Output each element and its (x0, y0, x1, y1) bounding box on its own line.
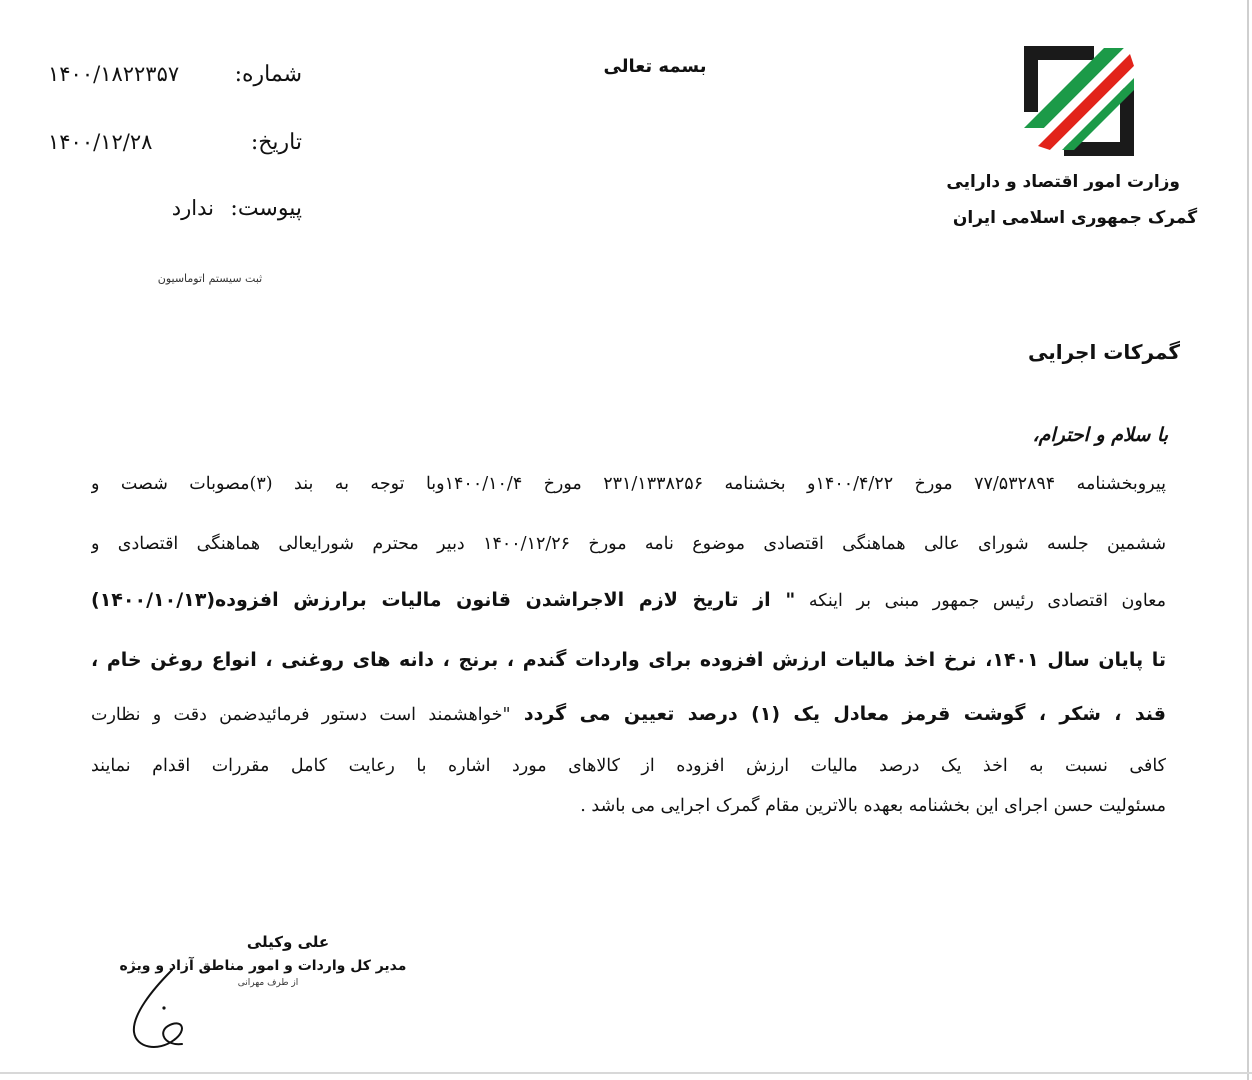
date-label: تاریخ: (250, 130, 302, 155)
body-line-6: کافی نسبت به اخذ یک درصد مالیات ارزش افزوده از کالاهای مورد اشاره با رعایت کامل مقررات اقدام نمایند (91, 756, 1166, 776)
number-value: ۱۴۰۰/۱۸۲۲۳۵۷ (48, 62, 180, 86)
bismillah-heading: بسمه تعالی (603, 56, 707, 77)
body-line-7: مسئولیت حسن اجرای این بخشنامه بعهده بالاترین مقام گمرک اجرایی می باشد . (580, 796, 1166, 816)
page-border-bottom (0, 1072, 1252, 1074)
handwritten-signature-icon (112, 960, 272, 1060)
letter-number (40, 62, 302, 96)
body-line-3 (91, 580, 1166, 620)
signatory-name: علی وکیلی (246, 933, 330, 951)
body-line-5-bold: قند ، شکر ، گوشت قرمز معادل یک (۱) درصد تعیین می گردد (510, 703, 1166, 725)
attachment-label: پیوست: (230, 196, 302, 221)
organization-name: گمرک جمهوری اسلامی ایران (952, 208, 1198, 228)
letter-date (40, 130, 302, 164)
customs-logo-icon (1020, 42, 1138, 160)
automation-note: ثبت سیستم اتوماسیون (157, 272, 263, 285)
recipient: گمرکات اجرایی (1028, 340, 1180, 364)
page-border-right (1247, 0, 1249, 1080)
letter-attachment (40, 196, 302, 230)
number-label: شماره: (234, 62, 302, 87)
body-line-4: تا پایان سال ۱۴۰۱، نرخ اخذ مالیات ارزش افزوده برای واردات گندم ، برنج ، دانه های روغنی ، انواع روغن خام ، (91, 649, 1166, 671)
body-line-1: پیروبخشنامه ۷۷/۵۳۲۸۹۴ مورخ ۱۴۰۰/۴/۲۲و بخشنامه ۲۳۱/۱۳۳۸۲۵۶ مورخ ۱۴۰۰/۱۰/۴وبا توجه به بند (۳)مصوبات شصت و (91, 474, 1166, 494)
date-value: ۱۴۰۰/۱۲/۲۸ (48, 130, 153, 154)
ministry-name: وزارت امور اقتصاد و دارایی (946, 172, 1180, 192)
signatory-note: از طرف مهرانی (237, 978, 299, 988)
signatory-title: مدیر کل واردات و امور مناطق آزاد و ویژه (119, 958, 407, 974)
body-line-3-bold: " از تاریخ لازم الاجراشدن قانون مالیات برارزش افزوده(۱۴۰۰/۱۰/۱۳) (91, 589, 796, 611)
greeting: با سلام و احترام، (1032, 424, 1168, 446)
body-line-5-regular: "خواهشمند است دستور فرمائیدضمن دقت و نظارت (91, 705, 511, 725)
body-line-3-regular: معاون اقتصادی رئیس جمهور مبنی بر اینکه (795, 591, 1166, 611)
body-line-5 (91, 694, 1166, 734)
body-line-2: ششمین جلسه شورای عالی هماهنگی اقتصادی موضوع نامه مورخ ۱۴۰۰/۱۲/۲۶ دبیر محترم شورایعالی هماهنگی اقتصادی و (91, 534, 1166, 554)
attachment-value: ندارد (171, 196, 214, 220)
